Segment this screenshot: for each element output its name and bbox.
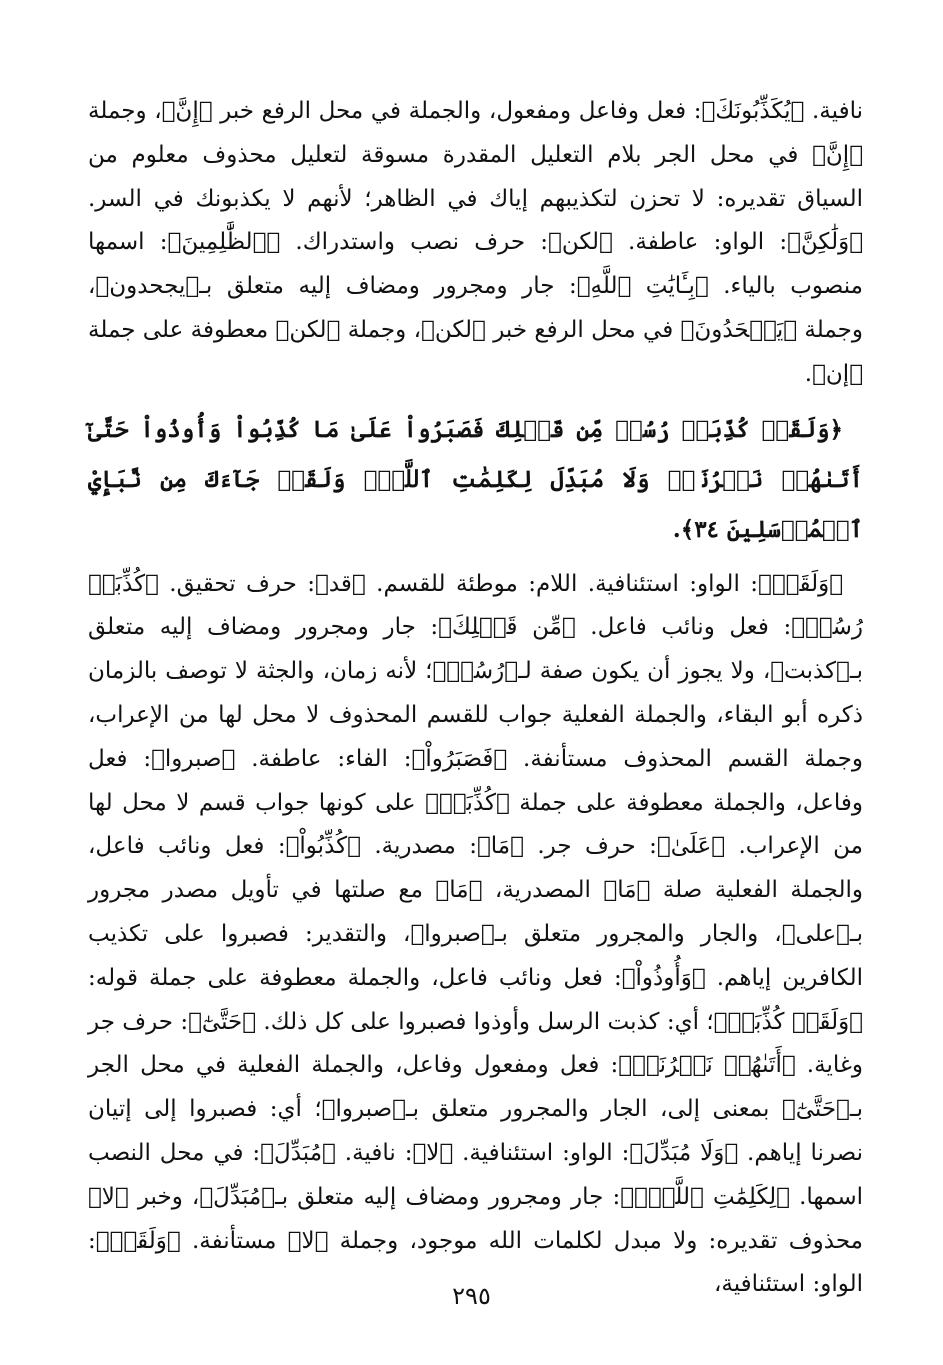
- paragraph-1: نافية. ﴿يُكَذِّبُونَكَ﴾: فعل وفاعل ومفعول، والجملة في محل الرفع خبر ﴿إِنَّ﴾، وجملة ﴿إِنَّ﴾ في محل الجر بلام التعليل المقدرة مسوقة لتعليل محذوف معلوم من السياق تقديره: لا تحزن لتكذيبهم إياك في الظاهر؛ لأنهم لا يكذبونك في السر. ﴿وَلَٰكِنَّ﴾: الواو: عاطفة. ﴿لكن﴾: حرف نصب واستدراك. ﴿ٱلظَّٰلِمِينَ﴾: اسمها منصوب بالياء. ﴿بِـَٔايَٰتِ ٱللَّهِ﴾: جار ومجرور ومضاف إليه متعلق بـ﴿يجحدون﴾، وجملة ﴿يَجۡحَدُونَ﴾ في محل الرفع خبر ﴿لكن﴾، وجملة ﴿لكن﴾ معطوفة على جملة ﴿إن﴾.: [88, 98, 863, 387]
- page-body: [88, 90, 863, 1307]
- page-number: ٢٩٥: [452, 1282, 491, 1310]
- quran-verse: ﴿وَلَقَدۡ كُذِّبَتۡ رُسُلٞ مِّن قَبۡلِكَ فَصَبَرُواْ عَلَىٰ مَا كُذِّبُواْ وَأُوذُواْ حَتَّىٰٓ أَتَىٰهُمۡ نَصۡرُنَاۚ وَلَا مُبَدِّلَ لِكَلِمَٰتِ ٱللَّهِۚ وَلَقَدۡ جَآءَكَ مِن نَّبَإِيْ ٱلۡمُرۡسَلِينَ ٣٤﴾.: [88, 415, 863, 543]
- paragraph-2: ﴿وَلَقَدۡ﴾: الواو: استئنافية. اللام: موطئة للقسم. ﴿قد﴾: حرف تحقيق. ﴿كُذِّبَتۡ رُسُلٞ﴾: فعل ونائب فاعل. ﴿مِّن قَبۡلِكَ﴾: جار ومجرور ومضاف إليه متعلق بـ﴿كذبت﴾، ولا يجوز أن يكون صفة لـ﴿رُسُلٞ﴾؛ لأنه زمان، والجثة لا توصف بالزمان ذكره أبو البقاء، والجملة الفعلية جواب للقسم المحذوف لا محل لها من الإعراب، وجملة القسم المحذوف مستأنفة. ﴿فَصَبَرُواْ﴾: الفاء: عاطفة. ﴿صبروا﴾: فعل وفاعل، والجملة معطوفة على جملة ﴿كُذِّبَتۡ﴾ على كونها جواب قسم لا محل لها من الإعراب. ﴿عَلَىٰ﴾: حرف جر. ﴿مَا﴾: مصدرية. ﴿كُذِّبُواْ﴾: فعل ونائب فاعل، والجملة الفعلية صلة ﴿مَا﴾ المصدرية، ﴿مَا﴾ مع صلتها في تأويل مصدر مجرور بـ﴿على﴾، والجار والمجرور متعلق بـ﴿صبروا﴾، والتقدير: فصبروا على تكذيب الكافرين إياهم. ﴿وَأُوذُواْ﴾: فعل ونائب فاعل، والجملة معطوفة على جملة قوله: ﴿وَلَقَدۡ كُذِّبَتۡ﴾؛ أي: كذبت الرسل وأوذوا فصبروا على كل ذلك. ﴿حَتَّىٰٓ﴾: حرف جر وغاية. ﴿أَتَىٰهُمۡ نَصۡرُنَاۚ﴾: فعل ومفعول وفاعل، والجملة الفعلية في محل الجر بـ﴿حَتَّىٰٓ﴾ بمعنى إلى، الجار والمجرور متعلق بـ﴿صبروا﴾؛ أي: فصبروا إلى إتيان نصرنا إياهم. ﴿وَلَا مُبَدِّلَ﴾: الواو: استئنافية. ﴿لا﴾: نافية. ﴿مُبَدِّلَ﴾: في محل النصب اسمها. ﴿لِكَلِمَٰتِ ٱللَّهِۚ﴾: جار ومجرور ومضاف إليه متعلق بـ﴿مُبَدِّلَ﴾، وخبر ﴿لا﴾ محذوف تقديره: ولا مبدل لكلمات الله موجود، وجملة ﴿لا﴾ مستأنفة. ﴿وَلَقَدۡ﴾: الواو: استئنافية،: [88, 570, 863, 1298]
